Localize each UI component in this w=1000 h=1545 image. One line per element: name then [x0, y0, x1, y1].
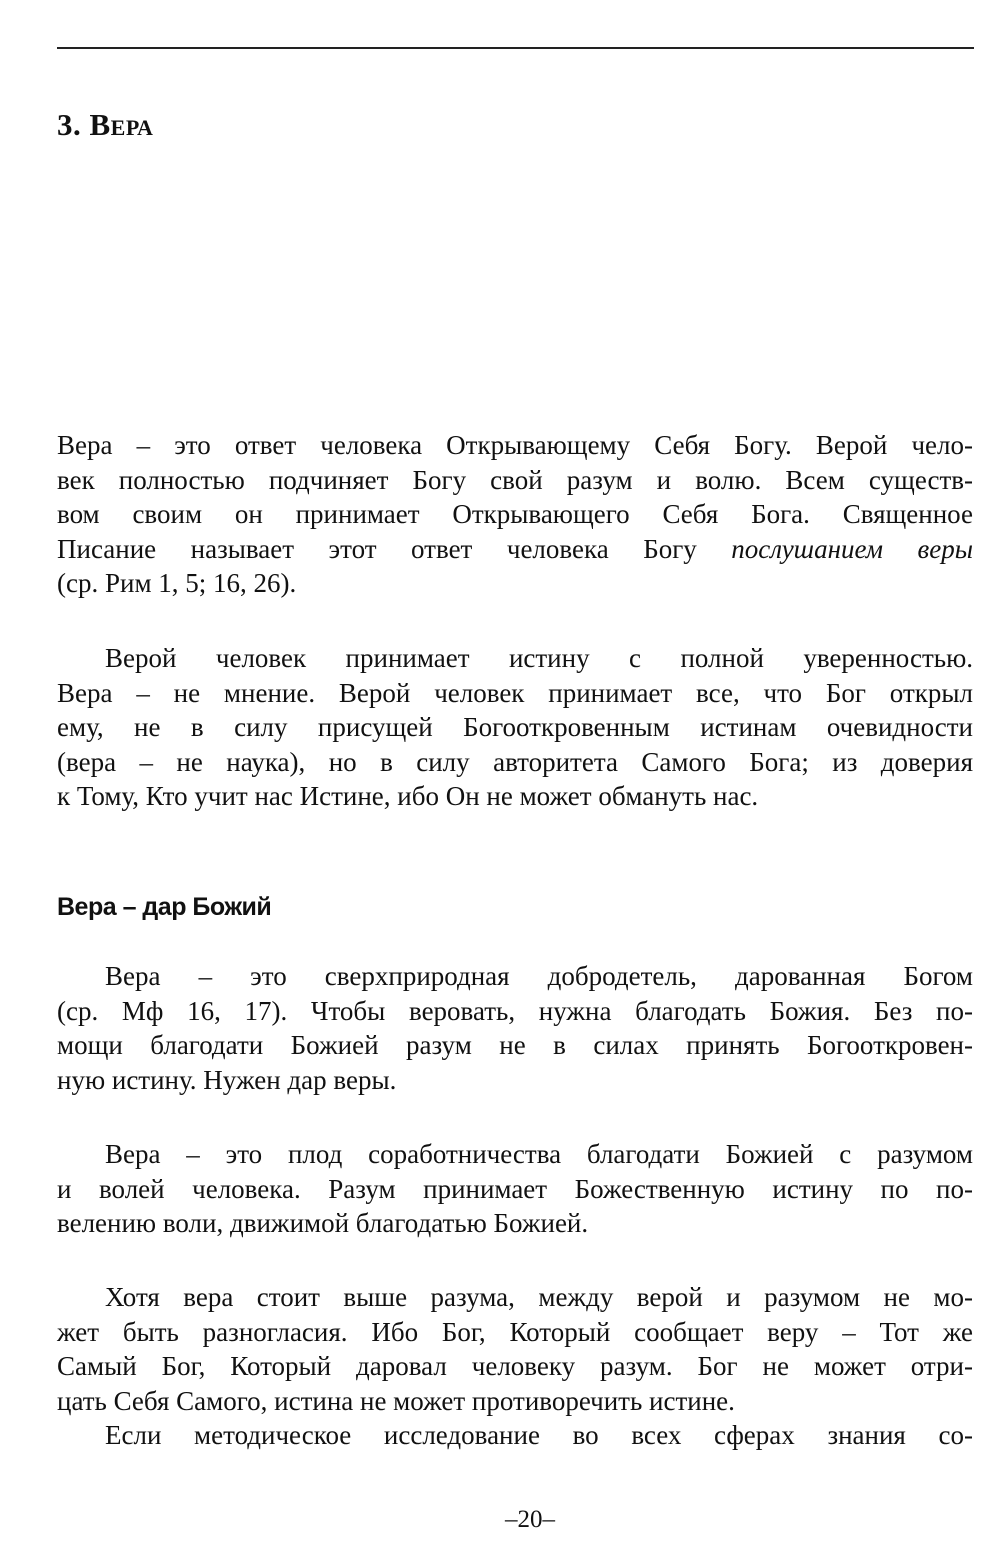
paragraph-5: [57, 1280, 973, 1453]
paragraph-4: [57, 1137, 973, 1241]
paragraph-line: Вера – это сверхприродная добродетель, дарованная Богом: [105, 961, 973, 991]
paragraph-line: мощи благодати Божией разум не в силах принять Богооткровен-: [57, 1030, 973, 1061]
paragraph-line: велению воли, движимой благодатью Божией.: [57, 1208, 589, 1239]
section-heading: Вера – дар Божий: [57, 893, 272, 921]
paragraph-text: Писание называет этот ответ человека Богу: [57, 533, 697, 564]
paragraph-line: Вера – не мнение. Верой человек принимает все, что Бог открыл: [57, 677, 973, 708]
paragraph-line: ную истину. Нужен дар веры.: [57, 1064, 397, 1095]
top-rule: [57, 47, 974, 49]
italic-term: послушанием веры: [731, 533, 974, 564]
page-number: –20–: [505, 1506, 555, 1533]
chapter-title: 3. Вера: [57, 107, 154, 142]
paragraph-line: Вера – это плод соработничества благодати Божией с разумом: [105, 1139, 973, 1169]
paragraph-line: (ср. Мф 16, 17). Чтобы веровать, нужна благодать Божия. Без по-: [57, 995, 973, 1026]
paragraph-line: век полностью подчиняет Богу свой разум и волю. Всем существ-: [57, 464, 973, 495]
paragraph-line: Хотя вера стоит выше разума, между верой и разумом не мо-: [105, 1282, 973, 1312]
paragraph-line: цать Себя Самого, истина не может противоречить истине.: [57, 1385, 735, 1416]
paragraph-line: к Тому, Кто учит нас Истине, ибо Он не может обмануть нас.: [57, 781, 759, 812]
paragraph-line: Верой человек принимает истину с полной уверенностью.: [105, 643, 973, 673]
paragraph-line: Вера – это ответ человека Открывающему Себя Богу. Верой чело-: [57, 430, 973, 460]
paragraph-line: (ср. Рим 1, 5; 16, 26).: [57, 568, 297, 599]
paragraph-line: Самый Бог, Который даровал человеку разум. Бог не может отри-: [57, 1351, 973, 1382]
paragraph-2: [57, 641, 973, 814]
paragraph-line-with-italic: [57, 532, 973, 567]
paragraph-line: Если методическое исследование во всех сферах знания со-: [105, 1420, 973, 1451]
paragraph-3: [57, 959, 973, 1097]
paragraph-line: вом своим он принимает Открывающего Себя Бога. Священное: [57, 499, 973, 530]
paragraph-line: и волей человека. Разум принимает Божественную истину по по-: [57, 1173, 973, 1204]
paragraph-line: (вера – не наука), но в силу авторитета Самого Бога; из доверия: [57, 746, 973, 777]
paragraph-line: ему, не в силу присущей Богооткровенным истинам очевидности: [57, 712, 973, 743]
paragraph-1: [57, 428, 973, 601]
paragraph-line: жет быть разногласия. Ибо Бог, Который сообщает веру – Тот же: [57, 1316, 973, 1347]
